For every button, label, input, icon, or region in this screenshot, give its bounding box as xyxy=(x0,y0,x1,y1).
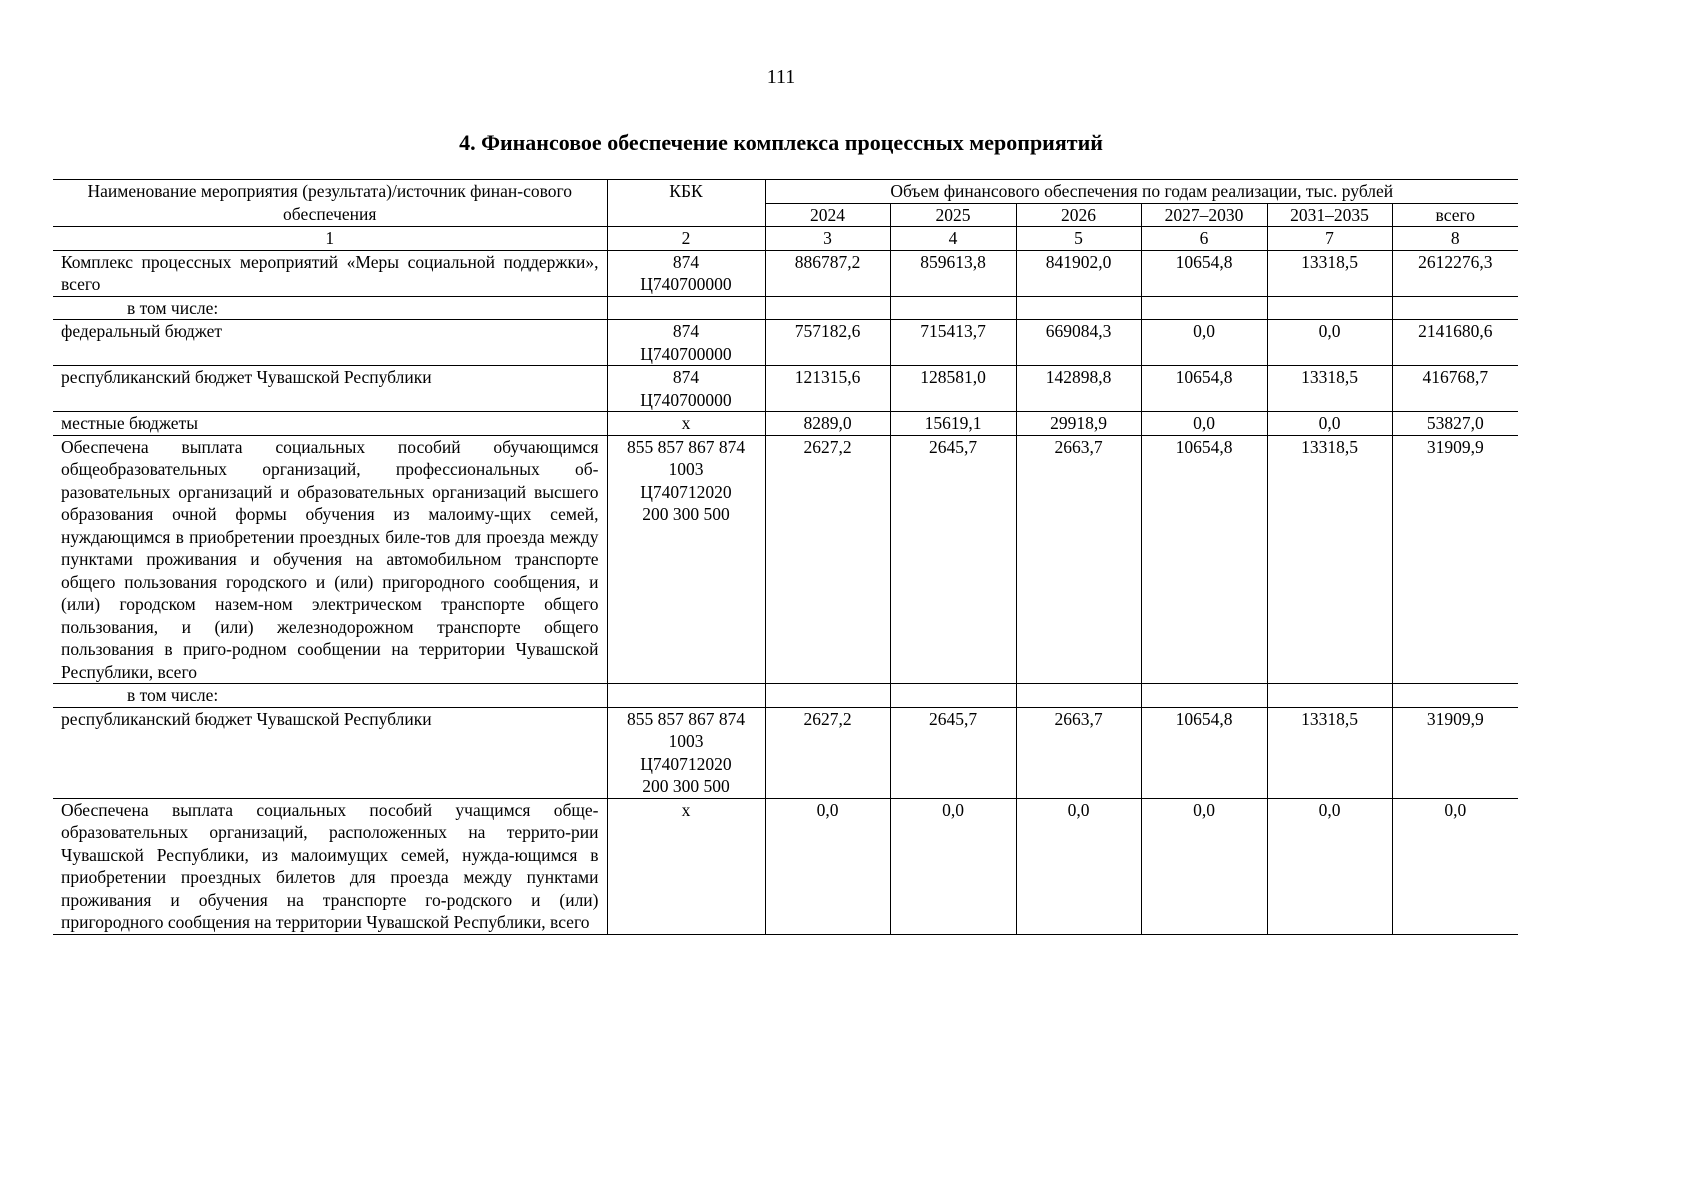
row-total-value: 2612276,3 xyxy=(1392,250,1518,296)
row-total-value: 53827,0 xyxy=(1392,412,1518,436)
row-year-value: 15619,1 xyxy=(890,412,1016,436)
row-total-value: 31909,9 xyxy=(1392,435,1518,684)
kbk-line: х xyxy=(681,799,691,820)
row-year-value: 2627,2 xyxy=(765,707,890,798)
column-number: 5 xyxy=(1016,227,1141,251)
row-year-value: 2663,7 xyxy=(1016,435,1141,684)
row-year-value: 886787,2 xyxy=(765,250,890,296)
header-year: 2024 xyxy=(765,203,890,227)
row-year-value: 0,0 xyxy=(890,798,1016,934)
page-number: 111 xyxy=(766,66,796,88)
kbk-line: 200 300 500 xyxy=(642,776,730,796)
header-year: 2025 xyxy=(890,203,1016,227)
column-number: 7 xyxy=(1267,227,1392,251)
kbk-line: 1003 xyxy=(668,459,704,479)
row-year-value: 841902,0 xyxy=(1016,250,1141,296)
header-name-column: Наименование мероприятия (результата)/источник финан-сового обеспечения xyxy=(53,180,607,227)
row-total-value: 0,0 xyxy=(1392,798,1518,934)
row-year-value: 2645,7 xyxy=(890,435,1016,684)
row-name: в том числе: xyxy=(53,296,607,320)
row-year-value xyxy=(1016,296,1141,320)
row-year-value: 0,0 xyxy=(765,798,890,934)
row-year-value: 0,0 xyxy=(1016,798,1141,934)
row-year-value: 0,0 xyxy=(1267,412,1392,436)
kbk-line: Ц740700000 xyxy=(640,389,732,410)
row-year-value: 10654,8 xyxy=(1141,435,1267,684)
row-year-value: 128581,0 xyxy=(890,366,1016,412)
table-row xyxy=(53,296,1518,320)
row-year-value xyxy=(1267,684,1392,708)
row-kbk xyxy=(607,435,765,684)
row-kbk xyxy=(607,798,765,934)
row-year-value: 2627,2 xyxy=(765,435,890,684)
row-year-value: 2645,7 xyxy=(890,707,1016,798)
header-year: 2031–2035 xyxy=(1267,203,1392,227)
row-name: республиканский бюджет Чувашской Республики xyxy=(53,707,607,798)
kbk-line: Ц740712020 xyxy=(640,481,732,502)
header-kbk-column: КБК xyxy=(607,180,765,227)
row-total-value xyxy=(1392,684,1518,708)
table-row xyxy=(53,707,1518,798)
row-year-value: 0,0 xyxy=(1267,320,1392,366)
table-row xyxy=(53,412,1518,436)
row-name: Комплекс процессных мероприятий «Меры социальной поддержки», всего xyxy=(53,250,607,296)
kbk-line: Ц740712020 xyxy=(640,753,732,774)
row-name: местные бюджеты xyxy=(53,412,607,436)
row-year-value xyxy=(1267,296,1392,320)
column-number: 1 xyxy=(53,227,607,251)
column-number: 6 xyxy=(1141,227,1267,251)
row-name: федеральный бюджет xyxy=(53,320,607,366)
row-total-value: 2141680,6 xyxy=(1392,320,1518,366)
row-year-value: 13318,5 xyxy=(1267,435,1392,684)
table-row xyxy=(53,250,1518,296)
kbk-line: 874 xyxy=(672,367,700,387)
row-kbk xyxy=(607,366,765,412)
kbk-line: 874 xyxy=(672,251,700,272)
column-number: 2 xyxy=(607,227,765,251)
row-year-value: 715413,7 xyxy=(890,320,1016,366)
row-kbk xyxy=(607,296,765,320)
header-year: 2026 xyxy=(1016,203,1141,227)
row-year-value: 0,0 xyxy=(1267,798,1392,934)
kbk-line: 200 300 500 xyxy=(642,504,730,524)
row-name: в том числе: xyxy=(53,684,607,708)
row-year-value: 13318,5 xyxy=(1267,707,1392,798)
row-year-value xyxy=(765,684,890,708)
row-year-value xyxy=(890,684,1016,708)
kbk-line: х xyxy=(681,413,691,433)
column-number: 4 xyxy=(890,227,1016,251)
row-year-value: 8289,0 xyxy=(765,412,890,436)
row-kbk xyxy=(607,250,765,296)
row-total-value: 31909,9 xyxy=(1392,707,1518,798)
section-title: 4. Финансовое обеспечение комплекса процессных мероприятий xyxy=(459,130,1103,155)
kbk-line: Ц740700000 xyxy=(640,274,732,294)
row-year-value: 859613,8 xyxy=(890,250,1016,296)
kbk-line: 855 857 867 874 xyxy=(626,436,746,457)
kbk-line: Ц740700000 xyxy=(640,343,732,364)
row-year-value: 669084,3 xyxy=(1016,320,1141,366)
row-year-value: 13318,5 xyxy=(1267,250,1392,296)
row-kbk xyxy=(607,320,765,366)
header-total: всего xyxy=(1392,203,1518,227)
row-total-value xyxy=(1392,296,1518,320)
table-row xyxy=(53,684,1518,708)
row-name: Обеспечена выплата социальных пособий учащимся обще-образовательных организаций, расположенных на террито-рии Чувашской Республики, из малоимущих семей, нужда-ющимся в приобретении проездных билетов для проезда между пунктами проживания и обучения на транспорте го-родского и (или) пригородного сообщения на территории Чувашской Республики, всего xyxy=(53,798,607,934)
row-kbk xyxy=(607,707,765,798)
row-year-value: 10654,8 xyxy=(1141,707,1267,798)
row-year-value xyxy=(765,296,890,320)
row-year-value xyxy=(1141,296,1267,320)
row-year-value xyxy=(890,296,1016,320)
kbk-line: 855 857 867 874 xyxy=(626,708,746,729)
column-number: 8 xyxy=(1392,227,1518,251)
row-year-value xyxy=(1016,684,1141,708)
table-row xyxy=(53,366,1518,412)
header-volume-column: Объем финансового обеспечения по годам реализации, тыс. рублей xyxy=(765,180,1518,204)
row-kbk xyxy=(607,684,765,708)
row-year-value: 29918,9 xyxy=(1016,412,1141,436)
row-year-value: 142898,8 xyxy=(1016,366,1141,412)
row-year-value: 0,0 xyxy=(1141,798,1267,934)
row-year-value xyxy=(1141,684,1267,708)
row-kbk xyxy=(607,412,765,436)
row-name: Обеспечена выплата социальных пособий обучающимся общеобразовательных организаций, профессиональных об-разовательных организаций и образовательных организаций высшего образования очной формы обучения из малоиму-щих семей, нуждающимся в приобретении проездных биле-тов для проезда между пунктами проживания и обучения на автомобильном транспорте общего пользования городского и (или) пригородного сообщения, и (или) городском назем-ном электрическом транспорте общего пользования, и (или) железнодорожном транспорте общего пользования в приго-родном сообщении на территории Чувашской Республики, всего xyxy=(53,435,607,684)
column-number: 3 xyxy=(765,227,890,251)
row-year-value: 10654,8 xyxy=(1141,366,1267,412)
table-row xyxy=(53,320,1518,366)
row-year-value: 757182,6 xyxy=(765,320,890,366)
row-year-value: 0,0 xyxy=(1141,412,1267,436)
row-year-value: 0,0 xyxy=(1141,320,1267,366)
row-year-value: 10654,8 xyxy=(1141,250,1267,296)
table-row xyxy=(53,435,1518,684)
table-row xyxy=(53,798,1518,934)
financing-table xyxy=(53,179,1518,935)
row-name: республиканский бюджет Чувашской Республики xyxy=(53,366,607,412)
kbk-line: 1003 xyxy=(668,731,704,751)
header-year: 2027–2030 xyxy=(1141,203,1267,227)
row-year-value: 2663,7 xyxy=(1016,707,1141,798)
row-year-value: 13318,5 xyxy=(1267,366,1392,412)
row-year-value: 121315,6 xyxy=(765,366,890,412)
kbk-line: 874 xyxy=(672,321,700,341)
row-total-value: 416768,7 xyxy=(1392,366,1518,412)
